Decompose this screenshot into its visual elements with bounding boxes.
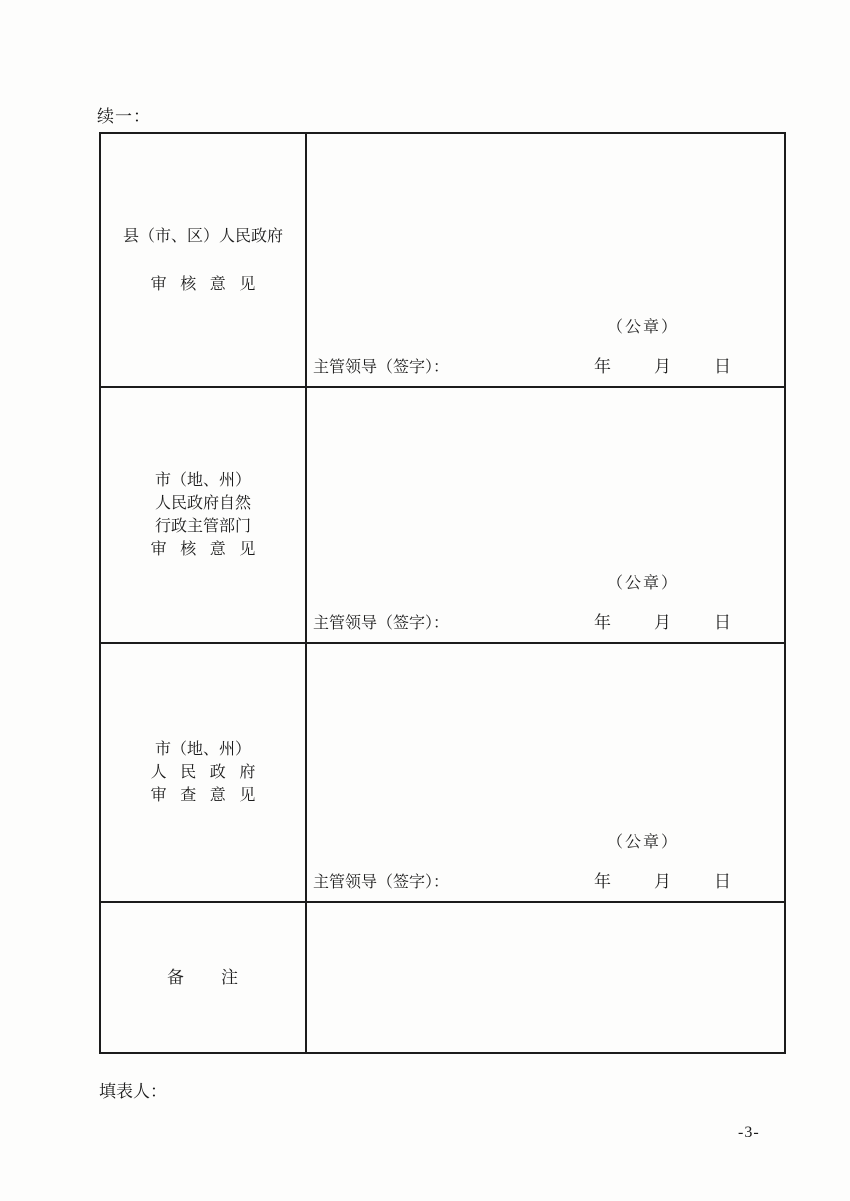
signature-line (313, 867, 784, 892)
row-label-line: 行政主管部门 (154, 518, 251, 535)
date-day-label: 日 (714, 872, 731, 891)
date-month-label: 月 (654, 872, 671, 891)
row-label-line: 审 核 意 见 (150, 275, 261, 293)
row-label-line: 审 核 意 见 (150, 541, 261, 558)
row-label-line: 人 民 政 府 (150, 764, 261, 781)
row-label-line: 审 查 意 见 (150, 787, 261, 804)
row-label-line: 县（市、区）人民政府 (122, 227, 283, 245)
official-seal-placeholder: （公章） (606, 575, 679, 592)
signature-label: 主管领导（签字）： (313, 874, 450, 891)
row-label-city-natural-dept-review (101, 388, 307, 644)
row-label-line: 市（地、州） (154, 741, 251, 758)
date-fields (594, 608, 784, 633)
signature-label: 主管领导（签字）： (313, 359, 450, 376)
date-month-label: 月 (654, 357, 671, 376)
row-label-remarks (101, 903, 307, 1052)
row-label-line: 市（地、州） (154, 472, 251, 489)
row-content-city-natural-dept-review (307, 388, 784, 644)
continuation-label: 续一： (97, 107, 151, 126)
date-month-label: 月 (654, 613, 671, 632)
official-seal-placeholder: （公章） (606, 319, 679, 336)
date-day-label: 日 (714, 613, 731, 632)
remarks-label: 备 注 (167, 968, 239, 987)
date-year-label: 年 (594, 357, 611, 376)
row-label-line: 人民政府自然 (154, 495, 251, 512)
approval-form-table (99, 132, 786, 1054)
page-number: -3- (738, 1124, 760, 1141)
signature-line (313, 608, 784, 633)
date-year-label: 年 (594, 872, 611, 891)
date-fields (594, 867, 784, 892)
signature-line (313, 352, 784, 377)
row-label-county-government-review (101, 134, 307, 388)
signature-label: 主管领导（签字）： (313, 615, 450, 632)
row-content-city-government-examination (307, 644, 784, 903)
date-year-label: 年 (594, 613, 611, 632)
row-content-county-government-review (307, 134, 784, 388)
official-seal-placeholder: （公章） (606, 834, 679, 851)
form-filler-label: 填表人： (99, 1082, 167, 1101)
row-label-city-government-examination (101, 644, 307, 903)
row-content-remarks (307, 903, 784, 1052)
date-day-label: 日 (714, 357, 731, 376)
date-fields (594, 352, 784, 377)
